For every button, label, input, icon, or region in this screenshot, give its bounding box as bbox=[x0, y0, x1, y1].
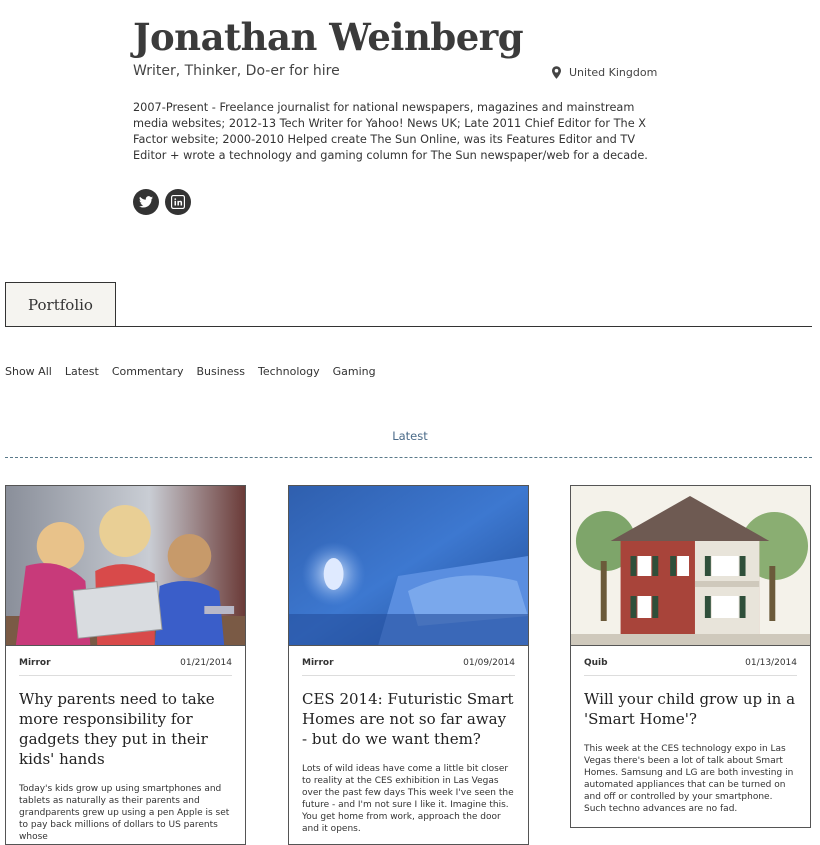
filter-show-all[interactable]: Show All bbox=[5, 365, 52, 378]
social-links bbox=[133, 189, 191, 215]
tab-bar bbox=[5, 282, 812, 327]
twitter-icon bbox=[139, 196, 153, 208]
article-meta bbox=[302, 658, 515, 676]
article-title[interactable]: Will your child grow up in a 'Smart Home'? bbox=[584, 690, 796, 728]
article-title[interactable]: CES 2014: Futuristic Smart Homes are not so far away - but do we want them? bbox=[302, 690, 514, 748]
filter-gaming[interactable]: Gaming bbox=[332, 365, 376, 378]
tab-portfolio[interactable]: Portfolio bbox=[5, 282, 116, 326]
article-meta bbox=[19, 658, 232, 676]
article-outlet: Mirror bbox=[302, 658, 334, 668]
article-outlet: Quib bbox=[584, 658, 608, 668]
linkedin-icon bbox=[171, 195, 185, 209]
linkedin-link[interactable] bbox=[165, 189, 191, 215]
profile-bio: 2007-Present - Freelance journalist for national newspapers, magazines and mainstream media websites; 2012-13 Tech Writer for Yahoo! News UK; Late 2011 Chief Editor for The X Factor website; 2000-2010 Helped create The Sun Online, was its Features Editor and TV Editor + wrote a technology and gaming column for The Sun newspaper/web for a decade. bbox=[133, 101, 648, 162]
category-filters bbox=[5, 365, 376, 378]
article-date: 01/21/2014 bbox=[180, 658, 232, 668]
location-pin-icon bbox=[552, 66, 561, 79]
article-title[interactable]: Why parents need to take more responsibility for gadgets they put in their kids' hands bbox=[19, 690, 215, 768]
location-label: United Kingdom bbox=[569, 66, 658, 79]
section-divider bbox=[5, 457, 812, 458]
filter-business[interactable]: Business bbox=[196, 365, 246, 378]
article-card[interactable] bbox=[570, 485, 811, 828]
article-date: 01/13/2014 bbox=[745, 658, 797, 668]
filter-latest[interactable]: Latest bbox=[64, 365, 99, 378]
twitter-link[interactable] bbox=[133, 189, 159, 215]
filter-commentary[interactable]: Commentary bbox=[111, 365, 184, 378]
profile-name: Jonathan Weinberg bbox=[133, 15, 524, 59]
article-card[interactable] bbox=[288, 485, 529, 845]
kids-with-tablet-image bbox=[6, 486, 245, 646]
profile-location bbox=[552, 66, 657, 79]
article-meta bbox=[584, 658, 797, 676]
profile-tagline: Writer, Thinker, Do-er for hire bbox=[133, 63, 340, 79]
article-card[interactable] bbox=[5, 485, 246, 845]
article-date: 01/09/2014 bbox=[463, 658, 515, 668]
smart-house-illustration bbox=[571, 486, 810, 646]
article-excerpt: Today's kids grow up using smartphones and tablets as naturally as their parents and grandparents grew up using a pen Apple is set to pay back millions of dollars to US parents whose bbox=[19, 784, 230, 842]
filter-technology[interactable]: Technology bbox=[258, 365, 320, 378]
section-title: Latest bbox=[392, 429, 428, 443]
profile-header bbox=[133, 12, 653, 62]
article-excerpt: This week at the CES technology expo in Las Vegas there's been a lot of talk about Smart Homes. Samsung and LG are both investing in automated appliances that can be turned on and off or controlled by your smartphone. Such techno advances are no fad. bbox=[584, 744, 794, 814]
article-outlet: Mirror bbox=[19, 658, 51, 668]
article-excerpt: Lots of wild ideas have come a little bit closer to reality at the CES exhibition in Las Vegas over the past few days This week I've seen the future - and I'm not sure I like it. Imagine this. You get home from work, approach the door and it opens. bbox=[302, 764, 514, 834]
smart-bedroom-image bbox=[289, 486, 528, 646]
